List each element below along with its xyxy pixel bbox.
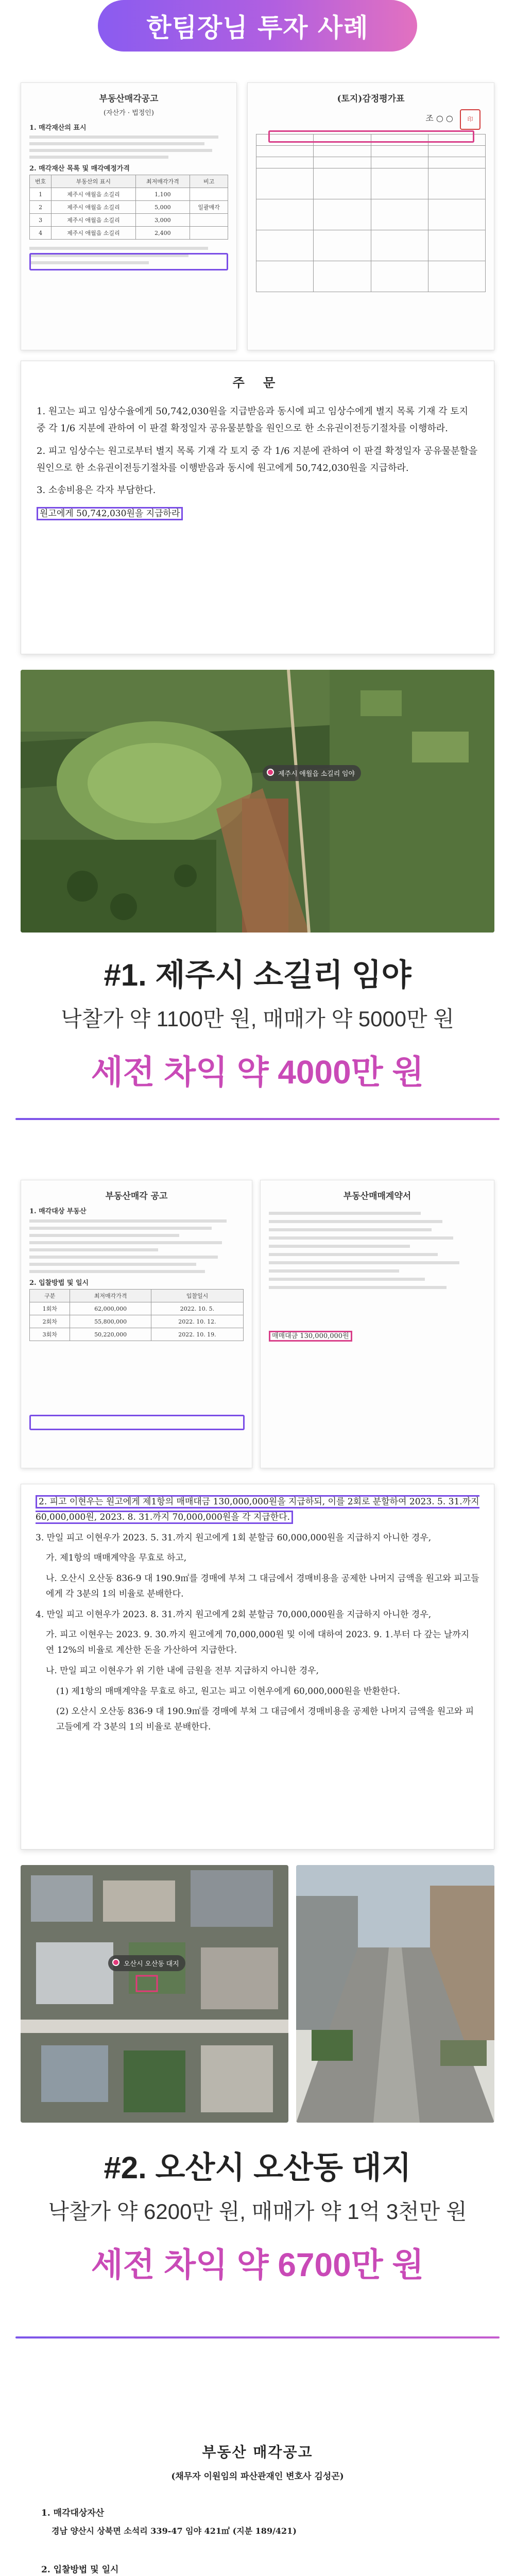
pin-icon [112,1959,119,1966]
case2-title: #2. 오산시 오산동 대지 [104,2150,411,2185]
ruling-item: 4. 만일 피고 이현우가 2023. 8. 31.까지 원고에게 2회 분할금 70,000,000원을 지급하지 아니한 경우, [36,1609,432,1620]
table-cell: 2022. 10. 19. [151,1328,243,1341]
case2-gain: 세전 차익 약 6700만 원 [91,2246,424,2283]
table-cell [190,188,228,201]
doc-section-heading: 1. 매각대상 부동산 [29,1208,87,1215]
table-cell: 4 [30,227,52,240]
doc-section-heading: 1. 매각재산의 표시 [29,124,87,132]
ruling-item: 나. 오산시 오산동 836-9 대 190.9㎡를 경매에 부쳐 그 대금에서 경매비용을 공제한 나머지 금액을 원고와 피고들에게 각 3분의 1의 비율로 분배한다. [46,1573,479,1599]
table-row [30,214,228,227]
case1-sale-notice-doc [21,82,237,350]
table-row [30,1302,244,1315]
case2-street-photo [296,1865,494,2123]
case1-ruling-doc [21,361,494,654]
street-image [296,1865,494,2123]
ruling-item: 3. 만일 피고 이현우가 2023. 5. 31.까지 원고에게 1회 분할금 60,000,000원을 지급하지 아니한 경우, [36,1532,432,1543]
table-cell: 2022. 10. 5. [151,1302,243,1315]
case2-sale-notice-doc [21,1180,252,1468]
contract-price-line [269,1330,486,1340]
location-pin [108,1955,185,1971]
highlight-box [29,253,228,270]
doc-filler-lines [29,135,228,159]
table-cell: 2,400 [135,227,190,240]
case3-sale-announcement [31,2431,484,2576]
doc-title: 부동산매각공고 [99,94,159,104]
announce-section-heading: 1. 매각대상자산 [41,2508,105,2518]
table-header: 최저매각가격 [70,1290,151,1302]
table-cell: 3 [30,214,52,227]
highlighted-amount: 매매대금 130,000,000원 [269,1331,352,1342]
table-cell: 2회차 [30,1315,70,1328]
table-cell: 1,100 [135,188,190,201]
ruling-item: 가. 피고 이현우는 2023. 9. 30.까지 원고에게 70,000,000원 및 이에 대하여 2023. 9. 1.부터 다 갚는 날까지 연 12%의 비율로 계산한 돈을 가산하여 지급한다. [46,1630,470,1655]
case2-aerial-photo [21,1865,288,2123]
location-pin [263,765,361,781]
table-row [30,1315,244,1328]
table-header: 부동산의 표시 [52,175,135,188]
case1-prices: 낙찰가 약 1100만 원, 매매가 약 5000만 원 [61,1007,454,1031]
highlight-box [29,1415,245,1430]
table-cell [190,227,228,240]
table-row [30,188,228,201]
case1-title: #1. 제주시 소길리 임야 [104,958,411,992]
doc-title: 부동산매매계약서 [343,1191,411,1201]
ruling-heading: 주 문 [232,375,283,390]
table-cell: 62,000,000 [70,1302,151,1315]
ruling-list [36,1495,479,1735]
ruling-item: 2. 피고 임상수는 원고로부터 별지 목록 기재 각 토지 중 각 1/6 지분에 관하여 이 판결 확정일자 공유물분할을 원인으로 한 소유권이전등기절차를 이행받음과 동시에 원고에게 50,742,030원을 지급하라. [37,445,478,473]
table-cell: 일괄매각 [190,201,228,214]
table-cell [190,214,228,227]
doc-title: 부동산매각 공고 [105,1191,168,1201]
table-row [30,1328,244,1341]
table-row [30,201,228,214]
table-header: 비고 [190,175,228,188]
announce-subtitle: (채무자 이원임의 파산관재인 변호사 김성곤) [171,2471,344,2482]
table-cell: 제주시 애월읍 소길리 [52,201,135,214]
case1-gain: 세전 차익 약 4000만 원 [91,1054,424,1091]
ruling-item: 나. 만일 피고 이현우가 위 기한 내에 금원을 전부 지급하지 아니한 경우, [46,1665,319,1676]
ruling-highlight [37,506,478,519]
ruling-list [37,403,478,499]
page-title: 한팀장님 투자 사례 [98,0,417,52]
pin-icon [267,769,274,776]
case2-contract-doc [260,1180,494,1468]
ruling-item: 3. 소송비용은 각자 부담한다. [37,485,156,496]
announce-title: 부동산 매각공고 [202,2444,313,2461]
table-cell: 5,000 [135,201,190,214]
doc-title: (토지)감정평가표 [337,94,405,104]
ruling-item: 1. 원고는 피고 임상수율에게 50,742,030원을 지급받음과 동시에 피고 임상수에게 별지 목록 기재 각 토지 중 각 1/6 지분에 관하여 이 판결 확정일자 공유물분할을 원인으로 한 소유권이전등기절차를 이행하라. [37,406,468,434]
doc-section-heading: 2. 입찰방법 및 일시 [29,1279,89,1287]
section-divider [15,2336,500,2338]
table-cell: 1회차 [30,1302,70,1315]
case1-appraisal-doc [247,82,494,350]
table-cell: 1 [30,188,52,201]
announce-section-heading: 2. 입찰방법 및 일시 [41,2565,119,2575]
location-label: 오산시 오산동 대지 [124,1960,179,1968]
announce-asset: 경남 양산시 상북면 소석리 339-47 임야 421㎡ (지분 189/421) [52,2526,297,2536]
table-cell: 3,000 [135,214,190,227]
appraisal-grid [256,134,486,292]
bid-round-table [29,1289,244,1341]
table-header: 최저매각가격 [135,175,190,188]
header [0,0,515,57]
table-cell: 3회차 [30,1328,70,1341]
table-header: 번호 [30,175,52,188]
aerial-image [21,1865,288,2123]
table-header: 구분 [30,1290,70,1302]
highlighted-clause: 2. 피고 이현우는 원고에게 제1항의 매매대금 130,000,000원을 지급하되, 이를 2회로 분할하여 2023. 5. 31.까지 60,000,000원, 2023. 8. 31.까지 70,000,000원을 각 지급한다. [36,1495,479,1524]
table-cell: 2022. 10. 12. [151,1315,243,1328]
aerial-image [21,670,494,933]
doc-section-heading: 2. 매각재산 목록 및 매각예정가격 [29,165,130,173]
highlighted-amount: 원고에게 50,742,030원을 지급하라 [37,507,183,520]
ruling-item [36,1495,479,1526]
table-header: 입찰일시 [151,1290,243,1302]
table-cell: 제주시 애월읍 소길리 [52,227,135,240]
doc-filler-lines [269,1212,486,1289]
case2-ruling-doc [21,1484,494,1850]
case1-aerial-photo [21,670,494,933]
section-divider [15,1118,500,1120]
seal-stamp-icon: 印 [460,109,480,130]
highlight-box [268,130,474,143]
location-label: 제주시 애월읍 소길리 임야 [278,770,355,777]
table-row [30,227,228,240]
table-cell: 50,220,000 [70,1328,151,1341]
case2-prices: 낙찰가 약 6200만 원, 매매가 약 1억 3천만 원 [48,2199,467,2224]
doc-filler-lines [29,1219,244,1273]
doc-subtitle: (자산가 · 법정인) [104,109,154,117]
sale-item-table [29,175,228,240]
table-cell: 제주시 애월읍 소길리 [52,214,135,227]
appraiser-line [256,109,480,130]
appraiser-name: 조 ○ ○ [425,113,453,123]
ruling-item: (1) 제1항의 매매계약을 무효로 하고, 원고는 피고 이현우에게 60,000,000원을 반환한다. [56,1686,400,1697]
ruling-item: 가. 제1항의 매매계약을 무효로 하고, [46,1553,187,1564]
table-cell: 2 [30,201,52,214]
ruling-item: (2) 오산시 오산동 836-9 대 190.9㎡를 경매에 부쳐 그 대금에서 경매비용을 공제한 나머지 금액을 원고와 피고들에게 각 3분의 1의 비율로 분배한다. [56,1706,474,1732]
table-cell: 제주시 애월읍 소길리 [52,188,135,201]
table-cell: 55,800,000 [70,1315,151,1328]
